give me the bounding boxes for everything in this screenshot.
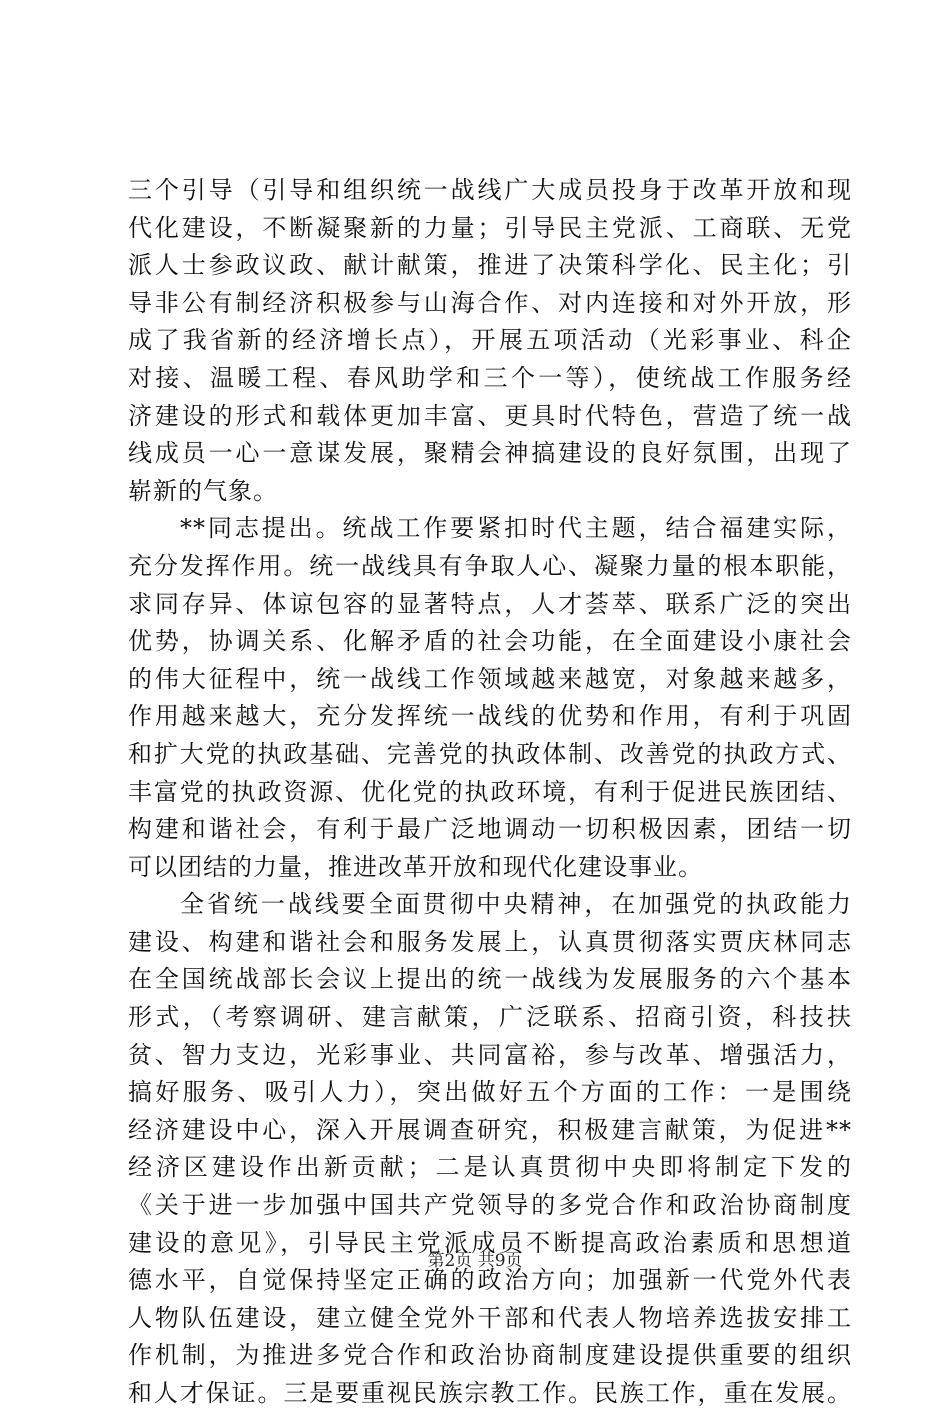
text-line: 人物队伍建设，建立健全党外干部和代表人物培养选拔安排工 [128,1303,852,1332]
text-line: 经济区建设作出新贡献；二是认真贯彻中央即将制定下发的 [128,1153,852,1182]
text-line: 作用越来越大，充分发挥统一战线的优势和作用，有利于巩固 [128,702,852,731]
text-line: 建设、构建和谐社会和服务发展上，认真贯彻落实贾庆林同志 [128,927,852,956]
text-line: 的伟大征程中，统一战线工作领域越来越宽，对象越来越多， [128,664,852,693]
text-line: 建设的意见》，引导民主党派成员不断提高政治素质和思想道 [128,1228,852,1257]
text-line: 全省统一战线要全面贯彻中央精神，在加强党的执政能力 [180,890,852,919]
text-line: 《关于进一步加强中国共产党领导的多党合作和政治协商制度 [128,1191,852,1220]
text-line: 优势，协调关系、化解矛盾的社会功能，在全面建设小康社会 [128,627,852,656]
text-line: 德水平，自觉保持坚定正确的政治方向；加强新一代党外代表 [128,1266,852,1295]
text-line: 崭新的气象。 [128,476,278,505]
text-line: 派人士参政议政、献计献策，推进了决策科学化、民主化；引 [128,251,852,280]
text-line: 形式，（考察调研、建言献策，广泛联系、招商引资，科技扶 [128,1003,852,1032]
text-line: 构建和谐社会，有利于最广泛地调动一切积极因素，团结一切 [128,815,852,844]
text-line: 可以团结的力量，推进改革开放和现代化建设事业。 [128,852,703,881]
text-line: 搞好服务、吸引人力），突出做好五个方面的工作：一是围绕 [128,1078,852,1107]
paragraph-3 [128,886,852,1412]
paragraph-2 [128,510,852,886]
text-line: **同志提出。统战工作要紧扣时代主题，结合福建实际， [180,514,852,543]
text-line: 和人才保证。三是要重视民族宗教工作。民族工作，重在发展。 [128,1379,852,1407]
body-text [128,172,852,1413]
text-line: 和扩大党的执政基础、完善党的执政体制、改善党的执政方式、 [128,739,852,768]
text-line: 济建设的形式和载体更加丰富、更具时代特色，营造了统一战 [128,401,852,430]
page-number-footer: 第2页 共9页 [427,1251,523,1271]
text-line: 成了我省新的经济增长点），开展五项活动（光彩事业、科企 [128,326,852,355]
text-line: 导非公有制经济积极参与山海合作、对内连接和对外开放，形 [128,288,852,317]
paragraph-1 [128,172,852,510]
text-line: 代化建设，不断凝聚新的力量；引导民主党派、工商联、无党 [128,213,852,242]
text-line: 充分发挥作用。统一战线具有争取人心、凝聚力量的根本职能， [128,551,852,580]
text-line: 作机制，为推进多党合作和政治协商制度建设提供重要的组织 [128,1341,852,1370]
text-line: 丰富党的执政资源、优化党的执政环境，有利于促进民族团结、 [128,777,852,806]
text-line: 在全国统战部长会议上提出的统一战线为发展服务的六个基本 [128,965,852,994]
text-line: 贫、智力支边，光彩事业、共同富裕，参与改革、增强活力， [128,1040,852,1069]
text-line: 对接、温暖工程、春风助学和三个一等），使统战工作服务经 [128,363,852,392]
text-line: 求同存异、体谅包容的显著特点，人才荟萃、联系广泛的突出 [128,589,852,618]
text-line: 线成员一心一意谋发展，聚精会神搞建设的良好氛围，出现了 [128,439,852,468]
text-line: 三个引导（引导和组织统一战线广大成员投身于改革开放和现 [128,176,852,204]
text-line: 经济建设中心，深入开展调查研究，积极建言献策，为促进** [128,1115,852,1144]
